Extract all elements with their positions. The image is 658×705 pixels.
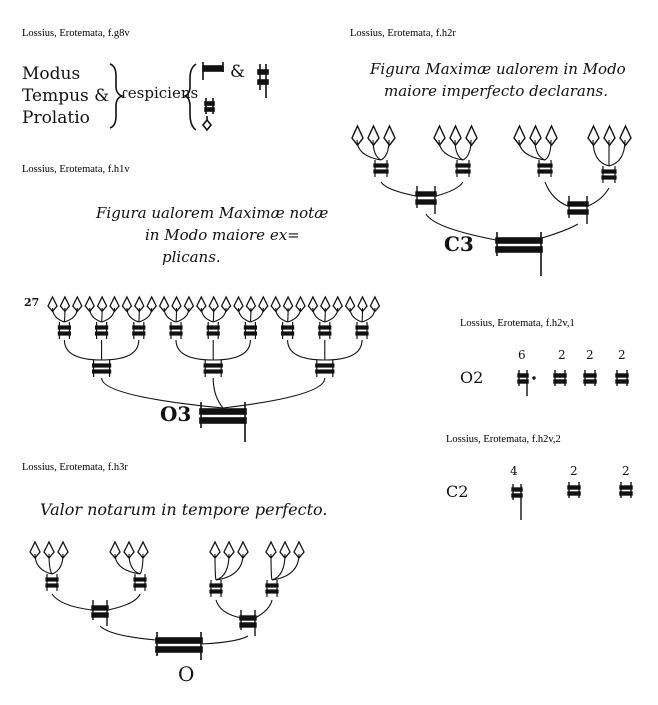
- h3r-maxima: [156, 632, 202, 660]
- breve-bar: [96, 332, 108, 335]
- tie-line: [176, 340, 213, 360]
- breve-bar: [319, 326, 331, 329]
- right-brace: [185, 64, 196, 130]
- modus-label: Modus: [22, 64, 81, 84]
- prolatio-label: Prolatio: [22, 108, 90, 128]
- breve-bar: [456, 170, 470, 173]
- h1v-title-line1: Figura ualorem Maximæ notæ: [96, 204, 329, 222]
- breve-bar: [602, 170, 616, 173]
- breve-bar: [210, 590, 222, 593]
- h2v1-number-3: 2: [586, 348, 594, 362]
- left-brace: [110, 64, 122, 128]
- h2r-maxima: [496, 232, 542, 276]
- tie-line: [139, 308, 140, 322]
- h2v1-number-1: 6: [518, 348, 526, 362]
- breve-bar: [207, 332, 219, 335]
- h2v1-number-2: 2: [558, 348, 566, 362]
- h3r-longas: [92, 600, 256, 636]
- tie-line: [213, 308, 214, 322]
- h2v2-breve-2: [620, 482, 632, 498]
- breve-bar: [58, 332, 70, 335]
- breve-bar: [356, 332, 368, 335]
- breve-bar: [46, 578, 58, 581]
- h3r-title: Valor notarum in tempore perfecto.: [40, 500, 328, 519]
- h2v1-breve-3: [616, 370, 628, 386]
- h2r-tie-lines: [426, 214, 578, 240]
- tempus-label: Tempus &: [22, 86, 110, 106]
- h3r-connecting-lines: [35, 554, 299, 618]
- tie-line: [102, 340, 139, 360]
- breve-bar: [58, 326, 70, 329]
- g8v-brackets-and-notes: [0, 0, 330, 150]
- breve-bar: [204, 370, 222, 373]
- h2v1-signature: O2: [460, 368, 484, 387]
- tie-line: [325, 308, 326, 322]
- tie-line: [213, 378, 223, 408]
- tie-line: [325, 340, 362, 360]
- h2v1-longa: [518, 370, 535, 396]
- caption-g8v: Lossius, Erotemata, f.g8v: [22, 28, 130, 39]
- breve-bar: [170, 332, 182, 335]
- breve-note: [205, 98, 214, 114]
- breve-bar: [316, 370, 334, 373]
- tie-line: [373, 140, 381, 160]
- breve-bar: [602, 176, 616, 179]
- h2v2-longa: [512, 484, 522, 520]
- tie-line: [609, 140, 625, 166]
- tie-line: [288, 308, 289, 322]
- h2v2-signature: C2: [446, 482, 469, 501]
- tie-line: [64, 308, 65, 322]
- tie-line: [64, 340, 101, 360]
- caption-h1v: Lossius, Erotemata, f.h1v: [22, 164, 130, 175]
- caption-h2r: Lossius, Erotemata, f.h2r: [350, 28, 456, 39]
- tie-line: [362, 308, 363, 322]
- h2r-tree: [340, 0, 658, 300]
- ampersand-label: &: [230, 62, 246, 82]
- tie-line: [288, 340, 325, 360]
- panel-h2v2: [440, 430, 658, 530]
- h2r-connecting-lines: [357, 140, 625, 206]
- caption-h2v2: Lossius, Erotemata, f.h2v,2: [446, 434, 561, 445]
- h1v-signature: O3: [160, 402, 192, 426]
- breve-bar: [456, 164, 470, 167]
- h2v2-breve-1: [568, 482, 580, 498]
- h2r-signature: C3: [444, 232, 474, 256]
- breve-bar: [170, 326, 182, 329]
- breve-bar: [133, 332, 145, 335]
- h3r-breve-row: [46, 574, 278, 597]
- h2v2-number-3: 2: [622, 464, 630, 478]
- h2v2-notes: [440, 430, 658, 530]
- maxima-note: [203, 62, 223, 80]
- breve-bar: [282, 332, 294, 335]
- h2r-title-line1: Figura Maximæ ualorem in Modo: [370, 60, 626, 78]
- tie-line: [176, 308, 177, 322]
- h1v-title-line2: in Modo maiore ex=: [145, 226, 300, 244]
- panel-h3r: [0, 460, 400, 700]
- tie-line: [593, 140, 609, 166]
- breve-bar: [204, 364, 222, 367]
- tie-line: [250, 308, 251, 322]
- h2r-semibreve-row: [352, 126, 631, 145]
- tie-line: [272, 554, 285, 580]
- caption-h3r: Lossius, Erotemata, f.h3r: [22, 462, 128, 473]
- h2r-title-line2: maiore imperfecto declarans.: [384, 82, 608, 100]
- semibreve-note: [203, 116, 211, 130]
- h1v-connecting-lines: [53, 308, 375, 408]
- breve-bar: [134, 584, 146, 587]
- respiciens-label: ɾespiciens: [121, 84, 199, 102]
- breve-bar: [207, 326, 219, 329]
- breve-bar: [244, 326, 256, 329]
- h2r-breve-row: [374, 160, 616, 183]
- tie-line: [213, 340, 250, 360]
- h2v1-breve-1: [554, 370, 566, 386]
- tie-line: [216, 600, 272, 618]
- h2v2-number-1: 4: [510, 464, 518, 478]
- tie-line: [455, 140, 463, 160]
- breve-bar: [374, 164, 388, 167]
- h2r-longas: [416, 186, 588, 224]
- panel-h2v1: [450, 316, 658, 416]
- breve-bar: [266, 584, 278, 587]
- breve-bar: [210, 584, 222, 587]
- h1v-prefix: 27: [24, 296, 40, 309]
- breve-bar: [282, 326, 294, 329]
- tie-line: [102, 378, 223, 408]
- breve-bar: [538, 170, 552, 173]
- tie-line: [223, 378, 325, 408]
- breve-bar: [356, 326, 368, 329]
- breve-bar: [538, 164, 552, 167]
- breve-bar: [46, 584, 58, 587]
- breve-bar: [93, 364, 111, 367]
- h2v1-notes: [450, 316, 658, 416]
- h3r-tree: [0, 460, 400, 700]
- h3r-semibreve-row: [30, 542, 304, 558]
- breve-bar: [266, 590, 278, 593]
- breve-bar: [244, 332, 256, 335]
- h2v1-number-4: 2: [618, 348, 626, 362]
- tie-line: [216, 554, 229, 580]
- breve-bar: [316, 364, 334, 367]
- longa-note-right: [258, 64, 268, 98]
- h2v1-breve-2: [584, 370, 596, 386]
- breve-bar: [374, 170, 388, 173]
- h2v2-number-2: 2: [570, 464, 578, 478]
- breve-bar: [96, 326, 108, 329]
- breve-bar: [93, 370, 111, 373]
- breve-bar: [134, 578, 146, 581]
- tie-line: [102, 308, 103, 322]
- breve-bar: [133, 326, 145, 329]
- breve-bar: [319, 332, 331, 335]
- panel-h2r: [340, 0, 658, 300]
- h1v-title-line3: plicans.: [162, 248, 221, 266]
- panel-g8v: [0, 0, 330, 150]
- h3r-signature: O: [178, 662, 195, 686]
- caption-h2v1: Lossius, Erotemata, f.h2v,1: [460, 318, 575, 329]
